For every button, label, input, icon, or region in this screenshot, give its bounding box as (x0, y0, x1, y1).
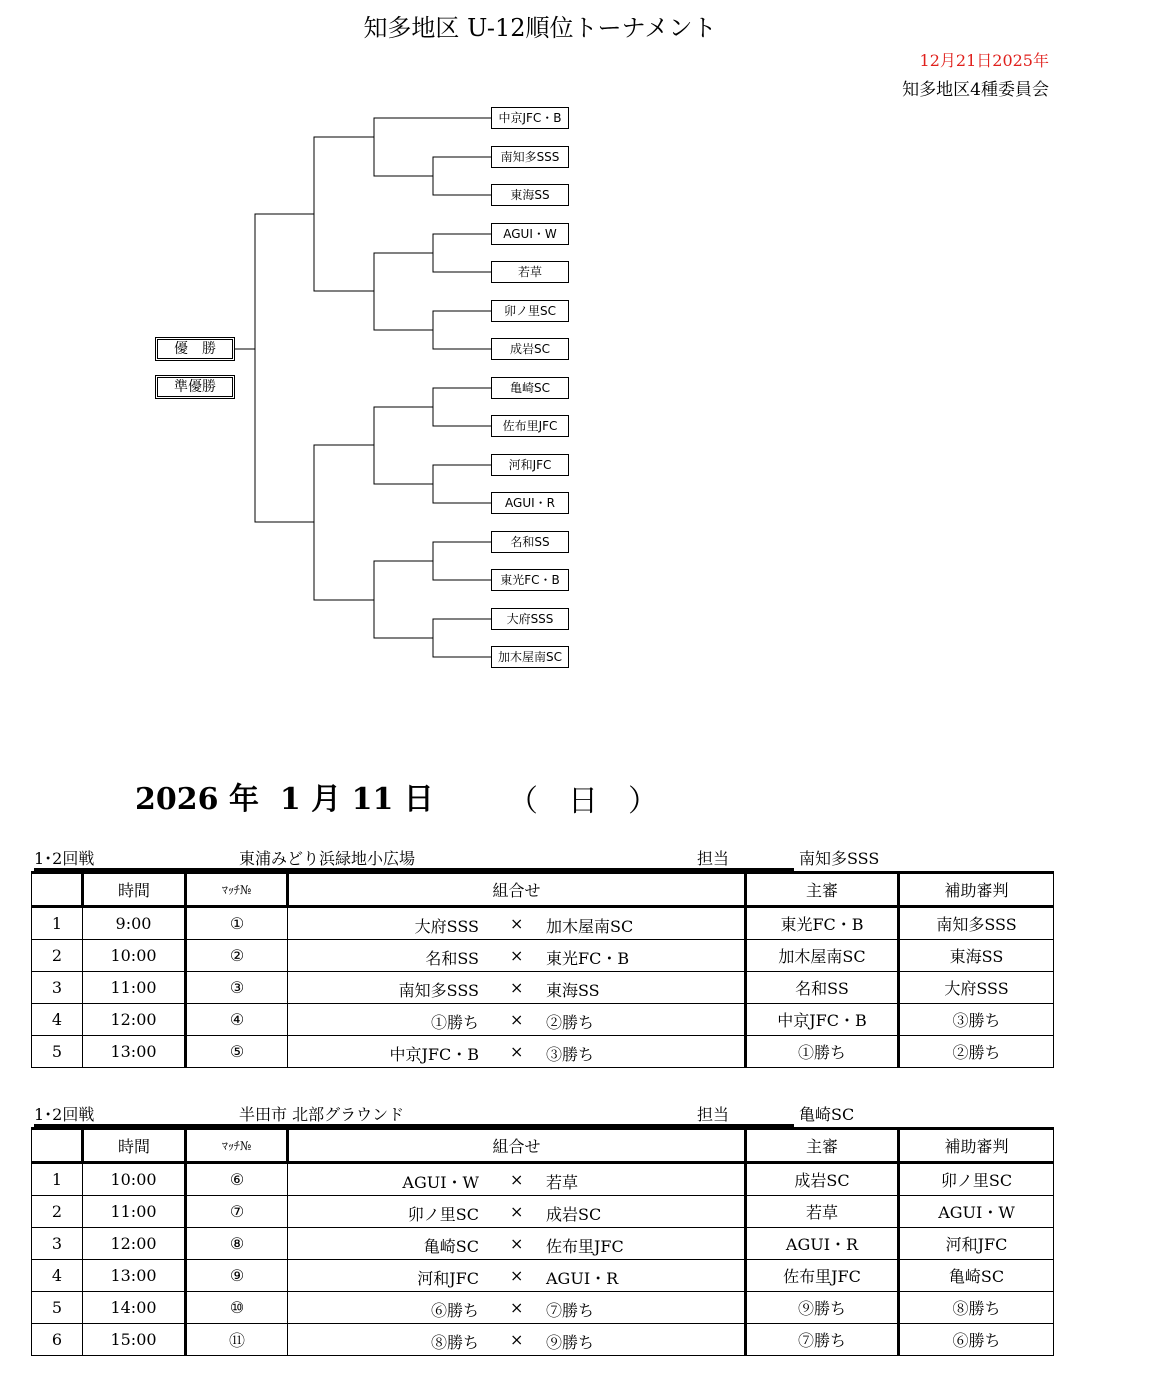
home-team: 中京JFC・B (389, 1045, 479, 1064)
row-pairing (288, 1036, 746, 1068)
row-time: 14:00 (83, 1292, 186, 1324)
bracket-team: 亀崎SC (491, 377, 569, 399)
bracket-team: 卯ノ里SC (491, 300, 569, 322)
vs-mark: × (510, 914, 524, 933)
away-team: 東光FC・B (546, 949, 630, 968)
table-header-row (32, 873, 1054, 907)
row-referee: 成岩SC (746, 1163, 899, 1196)
header-assistant: 補助審判 (899, 873, 1054, 907)
row-assistant: ⑥勝ち (899, 1324, 1054, 1356)
home-team: 河和JFC (417, 1269, 479, 1288)
away-team: 若草 (546, 1173, 579, 1192)
vs-mark: × (510, 1330, 524, 1349)
row-match: ⑪ (186, 1324, 288, 1356)
vs-mark: × (510, 946, 524, 965)
row-pairing (288, 1228, 746, 1260)
vs-mark: × (510, 1010, 524, 1029)
vs-mark: × (510, 1202, 524, 1221)
table-row (32, 1260, 1054, 1292)
charge-label: 担当 (697, 849, 730, 868)
row-assistant: ③勝ち (899, 1004, 1054, 1036)
table-row (32, 1324, 1054, 1356)
row-referee: AGUI・R (746, 1228, 899, 1260)
bracket-team: 名和SS (491, 531, 569, 553)
row-pairing (288, 1163, 746, 1196)
section-header (34, 846, 1054, 868)
section-header (34, 1102, 1054, 1124)
home-team: 卯ノ里SC (407, 1205, 479, 1224)
row-pairing (288, 972, 746, 1004)
header-referee: 主審 (746, 873, 899, 907)
row-match: ③ (186, 972, 288, 1004)
charge-label: 担当 (697, 1105, 730, 1124)
away-team: ③勝ち (546, 1045, 595, 1064)
row-assistant: 河和JFC (899, 1228, 1054, 1260)
bracket-team: 若草 (491, 261, 569, 283)
header-time: 時間 (83, 873, 186, 907)
row-referee: 佐布里JFC (746, 1260, 899, 1292)
row-time: 15:00 (83, 1324, 186, 1356)
table-row (32, 1196, 1054, 1228)
row-no: 6 (32, 1324, 83, 1356)
round-label: 1･2回戦 (34, 849, 95, 868)
row-match: ⑧ (186, 1228, 288, 1260)
header-match: ﾏｯﾁ№ (186, 873, 288, 907)
table-row (32, 972, 1054, 1004)
row-assistant: ⑧勝ち (899, 1292, 1054, 1324)
row-referee: 若草 (746, 1196, 899, 1228)
row-assistant: 南知多SSS (899, 907, 1054, 940)
row-referee: ①勝ち (746, 1036, 899, 1068)
header-time: 時間 (83, 1129, 186, 1163)
vs-mark: × (510, 1170, 524, 1189)
row-time: 9:00 (83, 907, 186, 940)
bracket-team: 南知多SSS (491, 146, 569, 168)
row-pairing (288, 1196, 746, 1228)
home-team: 亀崎SC (423, 1237, 479, 1256)
champion-box: 優 勝 (155, 337, 235, 361)
row-referee: ⑨勝ち (746, 1292, 899, 1324)
row-match: ⑩ (186, 1292, 288, 1324)
row-assistant: 大府SSS (899, 972, 1054, 1004)
row-no: 4 (32, 1004, 83, 1036)
row-match: ⑥ (186, 1163, 288, 1196)
vs-mark: × (510, 1234, 524, 1253)
row-no: 1 (32, 907, 83, 940)
away-team: 東海SS (546, 981, 600, 1000)
row-pairing (288, 907, 746, 940)
runnerup-box: 準優勝 (155, 375, 235, 399)
row-time: 10:00 (83, 1163, 186, 1196)
row-match: ④ (186, 1004, 288, 1036)
row-time: 13:00 (83, 1036, 186, 1068)
row-referee: 中京JFC・B (746, 1004, 899, 1036)
row-match: ⑦ (186, 1196, 288, 1228)
row-assistant: ②勝ち (899, 1036, 1054, 1068)
away-team: ⑦勝ち (546, 1301, 595, 1320)
schedule-table (31, 871, 1054, 1068)
row-pairing (288, 1004, 746, 1036)
bracket-team: 大府SSS (491, 608, 569, 630)
row-assistant: AGUI・W (899, 1196, 1054, 1228)
bracket-team: AGUI・W (491, 223, 569, 245)
table-row (32, 907, 1054, 940)
header-assistant: 補助審判 (899, 1129, 1054, 1163)
header-no (32, 873, 83, 907)
issue-date: 12月21日2025年 (919, 51, 1049, 70)
row-match: ⑤ (186, 1036, 288, 1068)
bracket-team: 加木屋南SC (491, 646, 569, 668)
row-time: 12:00 (83, 1228, 186, 1260)
home-team: ①勝ち (430, 1013, 479, 1032)
row-assistant: 卯ノ里SC (899, 1163, 1054, 1196)
event-weekday: （ 日 ） (508, 784, 658, 819)
row-no: 1 (32, 1163, 83, 1196)
row-referee: 東光FC・B (746, 907, 899, 940)
table-row (32, 940, 1054, 972)
row-no: 5 (32, 1036, 83, 1068)
committee-name: 知多地区4種委員会 (902, 80, 1049, 100)
venue-label: 半田市 北部グラウンド (239, 1105, 405, 1124)
bracket-team: 成岩SC (491, 338, 569, 360)
home-team: 大府SSS (414, 917, 479, 936)
row-time: 11:00 (83, 1196, 186, 1228)
row-match: ⑨ (186, 1260, 288, 1292)
home-team: 名和SS (425, 949, 479, 968)
away-team: ②勝ち (546, 1013, 595, 1032)
bracket-team: 佐布里JFC (491, 415, 569, 437)
bracket-team: 河和JFC (491, 454, 569, 476)
table-row (32, 1004, 1054, 1036)
away-team: AGUI・R (546, 1269, 619, 1288)
vs-mark: × (510, 1042, 524, 1061)
table-row (32, 1228, 1054, 1260)
home-team: ⑧勝ち (430, 1333, 479, 1352)
table-row (32, 1036, 1054, 1068)
table-row (32, 1292, 1054, 1324)
charge-team: 南知多SSS (799, 849, 880, 868)
table-header-row (32, 1129, 1054, 1163)
row-no: 3 (32, 1228, 83, 1260)
bracket-team: 中京JFC・B (491, 107, 569, 129)
event-date: 2026 年 1 月 11 日 (135, 782, 434, 817)
row-referee: ⑦勝ち (746, 1324, 899, 1356)
home-team: 南知多SSS (398, 981, 479, 1000)
table-row (32, 1163, 1054, 1196)
home-team: AGUI・W (402, 1173, 479, 1192)
row-time: 11:00 (83, 972, 186, 1004)
charge-team: 亀崎SC (799, 1105, 855, 1124)
header-pairing: 組合せ (288, 873, 746, 907)
row-pairing (288, 1260, 746, 1292)
bracket-team: 東光FC・B (491, 569, 569, 591)
row-no: 5 (32, 1292, 83, 1324)
row-match: ② (186, 940, 288, 972)
row-assistant: 亀崎SC (899, 1260, 1054, 1292)
row-time: 10:00 (83, 940, 186, 972)
away-team: 成岩SC (546, 1205, 602, 1224)
away-team: ⑨勝ち (546, 1333, 595, 1352)
bracket-team: AGUI・R (491, 492, 569, 514)
bracket-team: 東海SS (491, 184, 569, 206)
row-time: 13:00 (83, 1260, 186, 1292)
row-match: ① (186, 907, 288, 940)
row-pairing (288, 940, 746, 972)
round-label: 1･2回戦 (34, 1105, 95, 1124)
row-no: 3 (32, 972, 83, 1004)
row-referee: 名和SS (746, 972, 899, 1004)
row-pairing (288, 1324, 746, 1356)
header-pairing: 組合せ (288, 1129, 746, 1163)
row-time: 12:00 (83, 1004, 186, 1036)
document-title: 知多地区 U-12順位トーナメント (363, 14, 717, 42)
row-referee: 加木屋南SC (746, 940, 899, 972)
schedule-table (31, 1127, 1054, 1356)
header-no (32, 1129, 83, 1163)
header-match: ﾏｯﾁ№ (186, 1129, 288, 1163)
vs-mark: × (510, 978, 524, 997)
vs-mark: × (510, 1266, 524, 1285)
row-no: 2 (32, 1196, 83, 1228)
venue-label: 東浦みどり浜緑地小広場 (239, 849, 416, 868)
row-pairing (288, 1292, 746, 1324)
away-team: 佐布里JFC (546, 1237, 624, 1256)
row-no: 4 (32, 1260, 83, 1292)
row-no: 2 (32, 940, 83, 972)
away-team: 加木屋南SC (546, 917, 634, 936)
header-referee: 主審 (746, 1129, 899, 1163)
vs-mark: × (510, 1298, 524, 1317)
row-assistant: 東海SS (899, 940, 1054, 972)
home-team: ⑥勝ち (430, 1301, 479, 1320)
